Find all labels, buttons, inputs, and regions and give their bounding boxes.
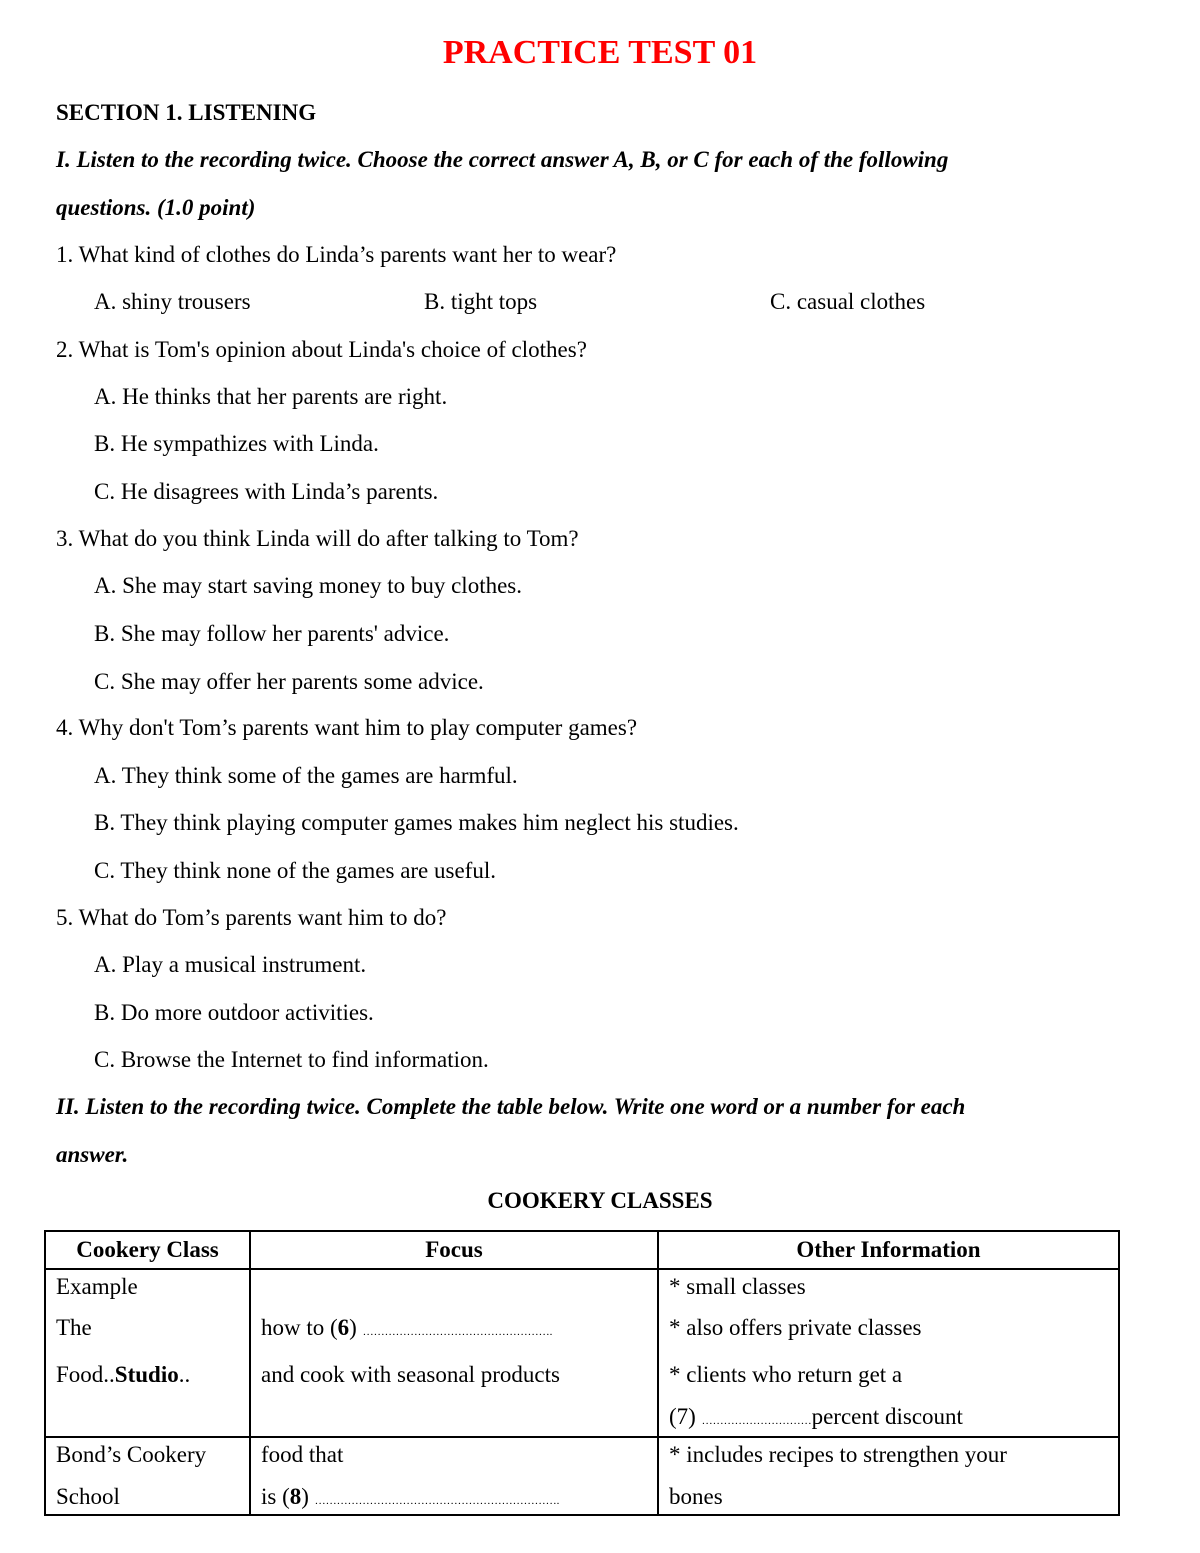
row1-class-food: Food.. (56, 1362, 115, 1387)
q4-option-c: C. They think none of the games are useful. (94, 858, 496, 883)
table-row (45, 1269, 1119, 1437)
question-1: 1. What kind of clothes do Linda’s parents want her to wear? (56, 242, 617, 267)
q1-option-b: B. tight tops (424, 289, 538, 314)
row2-focus-line1: food that (261, 1442, 344, 1467)
table-header-row (45, 1231, 1119, 1269)
row2-class-line2: School (56, 1484, 120, 1509)
q3-option-c: C. She may offer her parents some advice. (94, 669, 484, 694)
cookery-classes-table (44, 1230, 1120, 1516)
row1-class-line1: Example (56, 1274, 138, 1299)
row2-info-cell (658, 1437, 1119, 1515)
header-focus: Focus (250, 1231, 658, 1269)
row1-info-line1: * small classes (669, 1274, 806, 1299)
q3-option-b: B. She may follow her parents' advice. (94, 621, 450, 646)
row2-class-line1: Bond’s Cookery (56, 1442, 207, 1467)
row2-focus-line2: is (8) …………………………………………………………. (261, 1484, 560, 1509)
row1-focus-line1: how to (6) ……………………………………………. (261, 1315, 553, 1340)
answer-blank-7[interactable]: ………………………… (701, 1415, 812, 1427)
row1-info-line4: (7) …………………………percent discount (669, 1404, 963, 1429)
part2-instruction-line1: II. Listen to the recording twice. Complete the table below. Write one word or a number for each (56, 1094, 966, 1119)
question-5: 5. What do Tom’s parents want him to do? (56, 905, 447, 930)
header-other-information: Other Information (658, 1231, 1119, 1269)
q5-option-a: A. Play a musical instrument. (94, 952, 367, 977)
row1-class-studio: Studio (114, 1362, 179, 1387)
part1-instruction-line2: questions. (1.0 point) (56, 195, 256, 220)
row1-class-line2: The (56, 1315, 92, 1340)
q5-option-b: B. Do more outdoor activities. (94, 1000, 374, 1025)
row1-class-cell (45, 1269, 250, 1437)
blank-number-8: 8 (289, 1484, 302, 1509)
header-cookery-class: Cookery Class (45, 1231, 250, 1269)
part2-instruction-line2: answer. (56, 1142, 129, 1167)
part1-instruction-line1: I. Listen to the recording twice. Choose the correct answer A, B, or C for each of the following (56, 147, 949, 172)
row2-class-cell (45, 1437, 250, 1515)
page-title: PRACTICE TEST 01 (442, 34, 758, 71)
q5-option-c: C. Browse the Internet to find information. (94, 1047, 489, 1072)
row1-focus-line2: and cook with seasonal products (261, 1362, 560, 1387)
q2-option-c: C. He disagrees with Linda’s parents. (94, 479, 439, 504)
row2-info-line2: bones (669, 1484, 723, 1509)
question-4: 4. Why don't Tom’s parents want him to play computer games? (56, 715, 638, 740)
q2-option-a: A. He thinks that her parents are right. (94, 384, 448, 409)
row1-class-line3 (56, 1351, 239, 1398)
row2-focus-cell (250, 1437, 658, 1515)
row1-info-cell (658, 1269, 1119, 1437)
row2-info-line1: * includes recipes to strengthen your (669, 1442, 1007, 1467)
answer-blank-6[interactable]: ……………………………………………. (362, 1326, 553, 1338)
blank-number-6: 6 (337, 1315, 350, 1340)
question-2: 2. What is Tom's opinion about Linda's choice of clothes? (56, 337, 587, 362)
row1-info-line3: * clients who return get a (669, 1362, 903, 1387)
q1-option-c: C. casual clothes (770, 289, 926, 314)
q4-option-b: B. They think playing computer games makes him neglect his studies. (94, 810, 739, 835)
q1-option-a: A. shiny trousers (94, 289, 251, 314)
q2-option-b: B. He sympathizes with Linda. (94, 431, 379, 456)
q4-option-a: A. They think some of the games are harmful. (94, 763, 518, 788)
answer-blank-8[interactable]: …………………………………………………………. (314, 1495, 560, 1507)
table-title: COOKERY CLASSES (487, 1188, 713, 1213)
table-row (45, 1437, 1119, 1515)
section-heading: SECTION 1. LISTENING (56, 100, 317, 125)
row1-info-line2: * also offers private classes (669, 1315, 922, 1340)
q3-option-a: A. She may start saving money to buy clothes. (94, 573, 522, 598)
question-3: 3. What do you think Linda will do after talking to Tom? (56, 526, 579, 551)
row1-focus-cell (250, 1269, 658, 1437)
row1-class-dots: .. (178, 1362, 191, 1387)
